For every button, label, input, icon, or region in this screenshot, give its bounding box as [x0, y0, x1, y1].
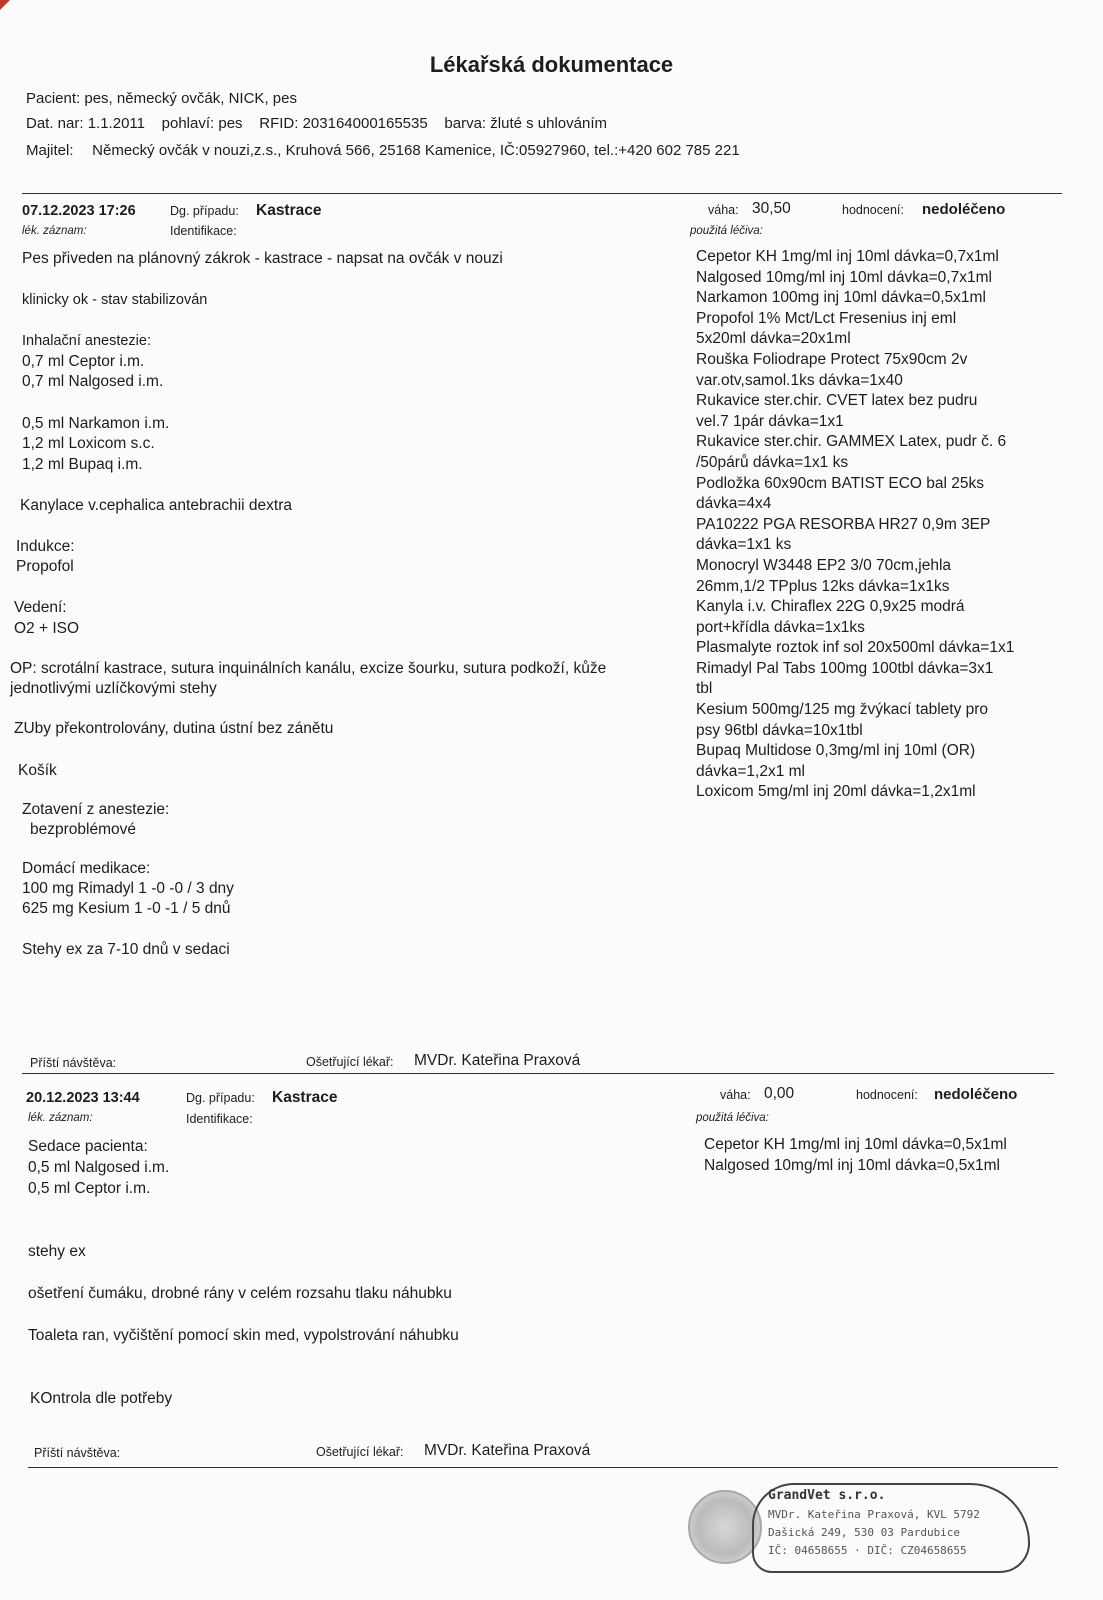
record1-next-visit-label: Příští návštěva:	[30, 1056, 117, 1070]
stamp-ids: IČ: 04658655 · DIČ: CZ04658655	[768, 1544, 967, 1557]
divider-middle	[22, 1073, 1054, 1074]
record2-dg-label: Dg. případu:	[186, 1091, 255, 1105]
med-item: Narkamon 100mg inj 10ml dávka=0,5x1ml	[696, 289, 986, 307]
color-label: barva:	[444, 115, 487, 132]
r2-note: ošetření čumáku, drobné rány v celém rozsahu tlaku náhubku	[28, 1285, 452, 1302]
r1-note: Zotavení z anestezie:	[22, 801, 170, 818]
r1-note: Domácí medikace:	[22, 860, 151, 877]
med-item: dávka=4x4	[696, 495, 772, 513]
stamp-company: GrandVet s.r.o.	[768, 1488, 886, 1503]
record2-rating: nedoléčeno	[934, 1086, 1018, 1103]
r1-note: OP: scrotální kastrace, sutura inquinálních kanálu, excize šourku, sutura podkoží, kůže	[10, 660, 607, 677]
med-item: Cepetor KH 1mg/ml inj 10ml dávka=0,5x1ml	[704, 1136, 1007, 1153]
sex-label: pohlaví:	[161, 115, 215, 132]
med-item: Rukavice ster.chir. CVET latex bez pudru	[696, 392, 978, 410]
r1-note: Pes přiveden na plánovný zákrok - kastrace - napsat na ovčák v nouzi	[22, 250, 503, 267]
r2-note: 0,5 ml Ceptor i.m.	[28, 1180, 151, 1197]
record1-diagnosis: Kastrace	[256, 202, 322, 219]
record1-zaznam-label: lék. záznam:	[22, 225, 87, 237]
med-item: /50párů dávka=1x1 ks	[696, 453, 849, 471]
r1-note: 1,2 ml Loxicom s.c.	[22, 435, 155, 452]
r2-note: Toaleta ran, vyčištění pomocí skin med, vypolstrování náhubku	[28, 1327, 459, 1344]
med-item: 5x20ml dávka=20x1ml	[696, 330, 851, 348]
record2-meds-label: použitá léčiva:	[696, 1112, 769, 1124]
record2-rating-label: hodnocení:	[856, 1088, 918, 1102]
r1-note: bezproblémové	[30, 821, 136, 838]
patient-value: pes, německý ovčák, NICK, pes	[84, 90, 297, 107]
sex-value: pes	[218, 115, 243, 132]
record1-doctor-label: Ošetřující lékař:	[306, 1055, 394, 1069]
record1-weight-label: váha:	[708, 203, 739, 217]
stamp-logo	[688, 1490, 762, 1564]
med-item: dávka=1x1 ks	[696, 536, 792, 554]
r1-note: 1,2 ml Bupaq i.m.	[22, 456, 143, 473]
med-item: Rukavice ster.chir. GAMMEX Latex, pudr č. 6	[696, 433, 1007, 451]
med-item: Plasmalyte roztok inf sol 20x500ml dávka=1x1	[696, 639, 1015, 657]
med-item: tbl	[696, 680, 713, 698]
record2-weight-label: váha:	[720, 1088, 751, 1102]
record1-dg-label: Dg. případu:	[170, 204, 239, 218]
r1-note: Propofol	[16, 558, 74, 575]
record2-next-visit-label: Příští návštěva:	[34, 1446, 121, 1460]
rfid-value: 203164000165535	[302, 115, 428, 132]
med-item: vel.7 1pár dávka=1x1	[696, 412, 844, 430]
record1-datetime: 07.12.2023 17:26	[22, 203, 136, 219]
page-title: Lékařská dokumentace	[429, 52, 674, 77]
r1-note: Košík	[18, 762, 57, 779]
r2-note: KOntrola dle potřeby	[30, 1390, 173, 1407]
color-value: žluté s uhlováním	[490, 115, 607, 132]
owner-label: Majitel:	[26, 142, 74, 159]
record1-identifikace-label: Identifikace:	[170, 224, 237, 238]
med-item: Cepetor KH 1mg/ml inj 10ml dávka=0,7x1ml	[696, 248, 999, 265]
r1-note: jednotlivými uzlíčkovými stehy	[10, 680, 217, 697]
record2-zaznam-label: lék. záznam:	[28, 1112, 93, 1124]
med-item: Bupaq Multidose 0,3mg/ml inj 10ml (OR)	[696, 742, 976, 760]
record1-rating-label: hodnocení:	[842, 203, 904, 217]
r2-note: Sedace pacienta:	[28, 1138, 148, 1155]
med-item: port+křídla dávka=1x1ks	[696, 618, 865, 636]
divider-top	[22, 193, 1062, 194]
med-item: Rimadyl Pal Tabs 100mg 100tbl dávka=3x1	[696, 659, 994, 677]
r1-note: 0,5 ml Narkamon i.m.	[22, 415, 170, 432]
dob-label: Dat. nar:	[26, 115, 84, 132]
patient-label: Pacient:	[26, 90, 81, 107]
record1-doctor: MVDr. Kateřina Praxová	[414, 1052, 581, 1069]
r1-note: Vedení:	[14, 599, 67, 616]
patient-line	[26, 90, 297, 107]
stamp-doctor: MVDr. Kateřina Praxová, KVL 5792	[768, 1508, 980, 1521]
r1-note: 100 mg Rimadyl 1 -0 -0 / 3 dny	[22, 880, 234, 897]
med-item: Monocryl W3448 EP2 3/0 70cm,jehla	[696, 556, 952, 574]
record1-weight: 30,50	[752, 200, 791, 217]
record2-meds-list	[704, 1135, 1007, 1176]
record2-diagnosis: Kastrace	[272, 1089, 338, 1106]
r1-note: klinicky ok - stav stabilizován	[22, 292, 208, 308]
med-item: Rouška Foliodrape Protect 75x90cm 2v	[696, 350, 968, 368]
corner-mark	[0, 0, 10, 10]
dob-value: 1.1.2011	[87, 115, 145, 132]
owner-value: Německý ovčák v nouzi,z.s., Kruhová 566, 25168 Kamenice, IČ:05927960, tel.:+420 602 785 221	[92, 142, 740, 159]
record2-datetime: 20.12.2023 13:44	[26, 1090, 140, 1106]
med-item: Propofol 1% Mct/Lct Fresenius inj eml	[696, 309, 957, 327]
med-item: var.otv,samol.1ks dávka=1x40	[696, 371, 903, 389]
rfid-label: RFID:	[259, 115, 299, 132]
record2-doctor-label: Ošetřující lékař:	[316, 1445, 404, 1459]
r1-note: 0,7 ml Nalgosed i.m.	[22, 373, 164, 390]
med-item: Nalgosed 10mg/ml inj 10ml dávka=0,5x1ml	[704, 1156, 1000, 1174]
med-item: Nalgosed 10mg/ml inj 10ml dávka=0,7x1ml	[696, 268, 992, 286]
divider-bottom	[28, 1467, 1058, 1468]
med-item: Kanyla i.v. Chiraflex 22G 0,9x25 modrá	[696, 598, 965, 616]
r1-note: Inhalační anestezie:	[22, 333, 151, 349]
birth-line	[26, 115, 607, 132]
med-item: Podložka 60x90cm BATIST ECO bal 25ks	[696, 474, 985, 492]
owner-line	[26, 142, 740, 159]
med-item: Kesium 500mg/125 mg žvýkací tablety pro	[696, 701, 989, 719]
record1-rating: nedoléčeno	[922, 201, 1006, 218]
med-item: dávka=1,2x1 ml	[696, 762, 805, 780]
r2-note: 0,5 ml Nalgosed i.m.	[28, 1159, 170, 1176]
r1-note: Indukce:	[16, 538, 75, 555]
record2-identifikace-label: Identifikace:	[186, 1112, 253, 1126]
r1-note: O2 + ISO	[14, 620, 80, 637]
record2-doctor: MVDr. Kateřina Praxová	[424, 1442, 591, 1459]
record1-meds-list	[696, 247, 1014, 803]
med-item: 26mm,1/2 TPplus 12ks dávka=1x1ks	[696, 577, 950, 595]
r1-note: 625 mg Kesium 1 -0 -1 / 5 dnů	[22, 900, 231, 917]
record1-meds-label: použitá léčiva:	[690, 225, 763, 237]
r1-note: Kanylace v.cephalica antebrachii dextra	[20, 497, 292, 514]
r1-note: ZUby překontrolovány, dutina ústní bez zánětu	[14, 720, 334, 737]
r1-note: Stehy ex za 7-10 dnů v sedaci	[22, 941, 230, 958]
med-item: Loxicom 5mg/ml inj 20ml dávka=1,2x1ml	[696, 783, 976, 801]
r1-note: 0,7 ml Ceptor i.m.	[22, 353, 145, 370]
med-item: psy 96tbl dávka=10x1tbl	[696, 721, 863, 739]
record2-weight: 0,00	[764, 1085, 795, 1102]
stamp-address: Dašická 249, 530 03 Pardubice	[768, 1526, 961, 1539]
med-item: PA10222 PGA RESORBA HR27 0,9m 3EP	[696, 515, 991, 533]
r2-note: stehy ex	[28, 1243, 86, 1260]
